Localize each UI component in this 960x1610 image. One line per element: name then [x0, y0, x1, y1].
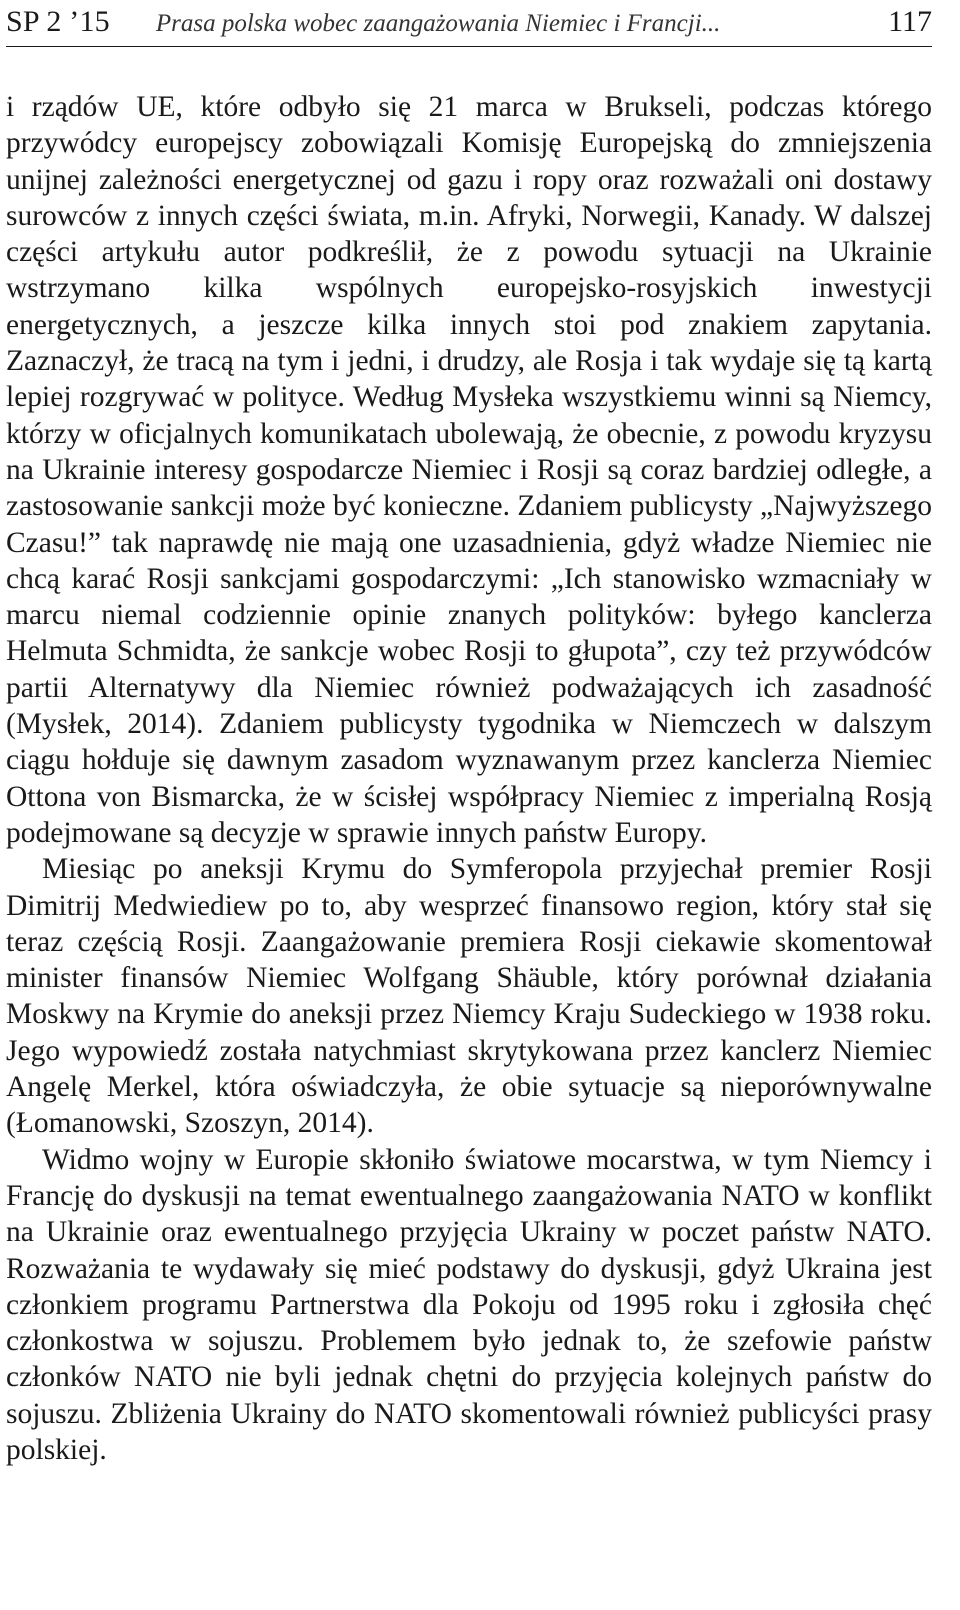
- running-head: [6, 0, 932, 47]
- article-body: [6, 89, 932, 1468]
- document-page: [6, 0, 932, 1468]
- paragraph-crimea-visit: Miesiąc po aneksji Krymu do Symferopola przyjechał premier Rosji Dimitrij Medwiediew po to, aby wesprzeć finansowo region, który stał się teraz częścią Rosji. Zaangażowanie premiera Rosji ciekawie skomentował minister finansów Niemiec Wolfgang Shäuble, który porównał działania Moskwy na Krymie do aneksji przez Niemcy Kraju Sudeckiego w 1938 roku. Jego wypowiedź została natychmiast skrytykowana przez kanclerz Niemiec Angelę Merkel, która oświadczyła, że obie sytuacje są nieporównywalne (Łomanowski, Szoszyn, 2014).: [6, 853, 932, 1140]
- paragraph-nato-discussion: Widmo wojny w Europie skłoniło światowe mocarstwa, w tym Niemcy i Francję do dyskusji na temat ewentualnego zaangażowania NATO w konflikt na Ukrainie oraz ewentualnego przyjęcia Ukrainy w poczet państw NATO. Rozważania te wydawały się mieć podstawy do dyskusji, gdyż Ukraina jest członkiem programu Partnerstwa dla Pokoju od 1995 roku i zgłosiła chęć członkostwa w sojuszu. Problemem było jednak to, że szefowie państw członków NATO nie byli jednak chętni do przyjęcia kolejnych państw do sojuszu. Zbliżenia Ukrainy do NATO skomentowali również publicyści prasy polskiej.: [6, 1143, 932, 1466]
- journal-issue: SP 2 ’15: [6, 5, 110, 38]
- page-number: 117: [888, 5, 932, 38]
- paragraph-continued: i rządów UE, które odbyło się 21 marca w Brukseli, podczas którego przywódcy europejscy zobowiązali Komisję Europejską do zmniejszenia unijnej zależności energetycznej od gazu i ropy oraz rozważali oni dostawy surowców z innych części świata, m.in. Afryki, Norwegii, Kanady. W dalszej części artykułu autor podkreślił, że z powodu sytuacji na Ukrainie wstrzymano kilka wspólnych europejsko-rosyjskich inwestycji energetycznych, a jeszcze kilka innych stoi pod znakiem zapytania. Zaznaczył, że tracą na tym i jedni, i drudzy, ale Rosja i tak wydaje się tą kartą lepiej rozgrywać w polityce. Według Mysłeka wszystkiemu winni są Niemcy, którzy w oficjalnych komunikatach ubolewają, że obecnie, z powodu kryzysu na Ukrainie interesy gospodarcze Niemiec i Rosji są coraz bardziej odległe, a zastosowanie sankcji może być konieczne. Zdaniem publicysty „Najwyższego Czasu!” tak naprawdę nie mają one uzasadnienia, gdyż władze Niemiec nie chcą karać Rosji sankcjami gospodarczymi: „Ich stanowisko wzmacniały w marcu niemal codziennie opinie znanych polityków: byłego kanclerza Helmuta Schmidta, że sankcje wobec Rosji to głupota”, czy też przywódców partii Alternatywy dla Niemiec również podważających ich zasadność (Mysłek, 2014). Zdaniem publicysty tygodnika w Niemczech w dalszym ciągu hołduje się dawnym zasadom wyznawanym przez kanclerza Niemiec Ottona von Bismarcka, że w ścisłej współpracy Niemiec z imperialną Rosją podejmowane są decyzje w sprawie innych państw Europy.: [6, 91, 932, 849]
- running-title: Prasa polska wobec zaangażowania Niemiec i Francji...: [155, 10, 721, 37]
